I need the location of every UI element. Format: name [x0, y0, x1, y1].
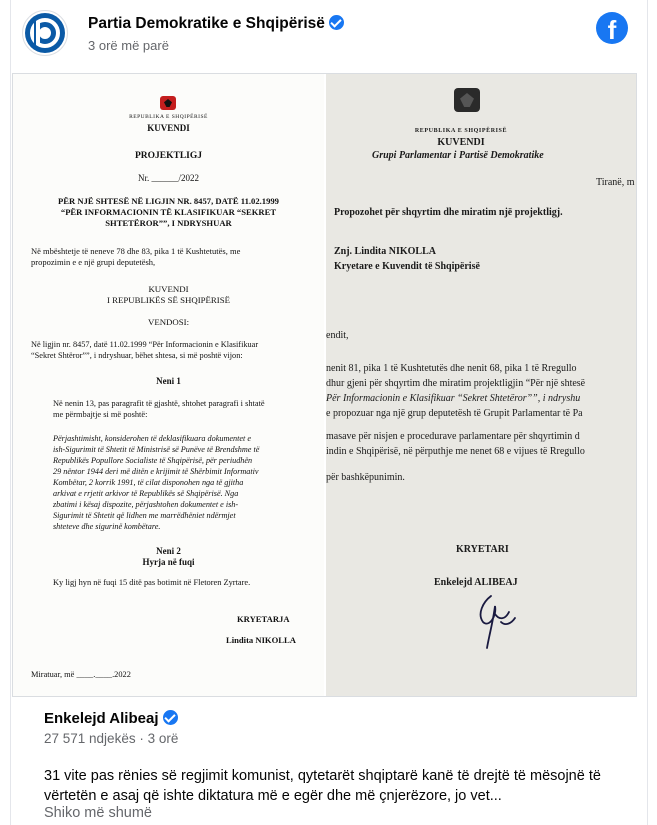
doc-left-republika: REPUBLIKA E SHQIPËRISË — [129, 114, 208, 120]
see-more-link[interactable]: Shiko më shumë — [44, 805, 152, 821]
doc-left-para-6: arkivat e rrjetit arkivor të Republikës së Shqipërisë. Nga — [53, 489, 239, 498]
doc-left-neni2: Neni 2 — [156, 546, 181, 556]
doc-left-title-3: SHTETËROR””, I NDRYSHUAR — [105, 218, 232, 228]
document-image-letter[interactable] — [326, 74, 636, 696]
verified-badge-icon — [329, 15, 344, 30]
doc-left-neni2-text: Ky ligj hyn në fuqi 15 ditë pas botimit në Fletoren Zyrtare. — [53, 578, 251, 587]
document-image-projektligj[interactable] — [13, 74, 324, 696]
doc-right-body-1: nenit 81, pika 1 të Kushtetutës dhe nenit 68, pika 1 të Rregullo — [326, 363, 577, 374]
doc-right-subject: Propozohet për shqyrtim dhe miratim një projektligj. — [334, 207, 563, 218]
doc-left-para-2: ish-Sigurimit të Shtetit të Ministrisë së Punëve të Brendshme të — [53, 445, 260, 454]
signature-icon — [469, 592, 519, 650]
doc-left-miratuar: Miratuar, më ____.____.2022 — [31, 670, 131, 679]
doc-left-kuvendi: KUVENDI — [147, 123, 190, 133]
doc-left-neni1-1: Në nenin 13, pas paragrafit të gjashtë, shtohet paragrafi i shtatë — [53, 399, 265, 408]
doc-left-vendosi: VENDOSI: — [147, 317, 190, 327]
verified-badge-icon — [163, 710, 178, 725]
doc-left-neni1-2: me përmbajtje si më poshtë: — [53, 410, 148, 419]
doc-right-body-6: indin e Shqipërisë, në përputhje me nenet 68 e vijues të Rregullo — [326, 446, 585, 457]
pd-logo-icon[interactable] — [22, 10, 68, 56]
doc-left-para-8: Sigurimit të Shtetit që lidhen me marrëdhëniet ndërmjet — [53, 511, 236, 520]
doc-right-addressee-2: Kryetare e Kuvendit të Shqipërisë — [334, 261, 480, 272]
doc-left-intro-1: Në ligjin nr. 8457, datë 11.02.1999 “Për Informacionin e Klasifikuar — [31, 340, 259, 349]
albanian-eagle-icon — [454, 88, 480, 112]
doc-left-signer: Lindita NIKOLLA — [226, 635, 296, 645]
doc-right-body-3: Për Informacionin e Klasifikuar “Sekret Shtetëror””, i ndryshu — [326, 393, 581, 404]
post-header — [22, 10, 632, 58]
doc-right-addressee-1: Znj. Lindita NIKOLLA — [334, 246, 436, 257]
doc-left-neni1: Neni 1 — [156, 376, 181, 386]
doc-left-title-1: PËR NJË SHTESË NË LIGJIN NR. 8457, DATË 11.02.1999 — [58, 196, 279, 206]
doc-left-kuvendi-2: KUVENDI — [148, 284, 189, 294]
doc-left-para-3: Republikës Popullore Socialiste të Shqipërisë, për periudhën — [53, 456, 253, 465]
doc-right-body-5: masave për nisjen e procedurave parlamentare për shqyrtimin d — [326, 431, 580, 442]
doc-left-basis-2: propozimin e e një grupi deputetësh, — [31, 257, 156, 267]
author-meta — [44, 731, 178, 746]
doc-right-body-4: e propozuar nga një grup deputetësh të Grupit Parlamentar të Pa — [326, 408, 583, 419]
doc-left-title-2: “PËR INFORMACIONIN TË KLASIFIKUAR “SEKRET — [60, 207, 277, 217]
doc-right-body-2: dhur gjeni për shqyrtim dhe miratim projektligjin “Për një shtesë — [326, 378, 586, 389]
doc-right-republika: REPUBLIKA E SHQIPËRISË — [414, 128, 508, 134]
doc-left-republikes: I REPUBLIKËS SË SHQIPËRISË — [107, 295, 230, 305]
doc-left-intro-2: “Sekret Shtëror””, i ndryshuar, bëhet shtesa, si më poshtë vijon: — [31, 351, 243, 360]
doc-left-para-4: 29 nëntor 1944 deri më ditën e krijimit të Shërbimit Informativ — [53, 467, 259, 476]
post-images[interactable] — [12, 73, 637, 697]
post-text: 31 vite pas rënies së regjimit komunist, qytetarët shqiptarë kanë të drejtë të mësojnë të vërtetën e asaj që ishte diktatura më e egër dhe më çnjerëzore, jo vet... — [44, 768, 601, 804]
albanian-eagle-icon — [160, 96, 176, 110]
doc-left-nr: Nr. ______/2022 — [137, 173, 199, 183]
doc-right-kuvendi: KUVENDI — [437, 137, 485, 148]
doc-left-hyrja: Hyrja në fuqi — [142, 557, 195, 567]
post-timestamp[interactable]: 3 orë më parë — [88, 38, 169, 53]
page-name-link[interactable]: Partia Demokratike e Shqipërisë — [88, 15, 344, 33]
doc-right-kryetari: KRYETARI — [456, 544, 509, 555]
doc-left-kryetarja: KRYETARJA — [237, 614, 290, 624]
doc-left-projektligj: PROJEKTLIGJ — [134, 151, 203, 161]
doc-left-para-9: shteteve dhe sigurinë kombëtare. — [53, 522, 161, 531]
doc-right-thanks: për bashkëpunimin. — [326, 472, 405, 483]
author-name-link[interactable]: Enkelejd Alibeaj — [44, 710, 178, 727]
meta-separator: · — [139, 731, 144, 746]
doc-left-para-7: zbatimi i kësaj dispozite, përjashtohen dokumentet e ish- — [53, 500, 239, 509]
facebook-logo-icon[interactable]: f — [596, 12, 628, 44]
post-time[interactable]: 3 orë — [147, 731, 179, 746]
doc-left-para-5: Kombëtar, 2 korrik 1991, të cilat disponohen nga të gjitha — [53, 478, 244, 487]
follower-count: 27 571 ndjekës — [44, 731, 136, 746]
doc-right-signer: Enkelejd ALIBEAJ — [434, 577, 518, 588]
doc-right-greeting: endit, — [326, 330, 349, 341]
doc-right-grupi: Grupi Parlamentar i Partisë Demokratike — [372, 150, 544, 161]
doc-left-para-1: Përjashtimisht, konsiderohen të deklasifikuara dokumentet e — [53, 434, 251, 443]
doc-left-basis-1: Në mbështetje të neneve 78 dhe 83, pika 1 të Kushtetutës, me — [31, 246, 241, 256]
doc-right-tirane: Tiranë, m — [596, 177, 635, 188]
